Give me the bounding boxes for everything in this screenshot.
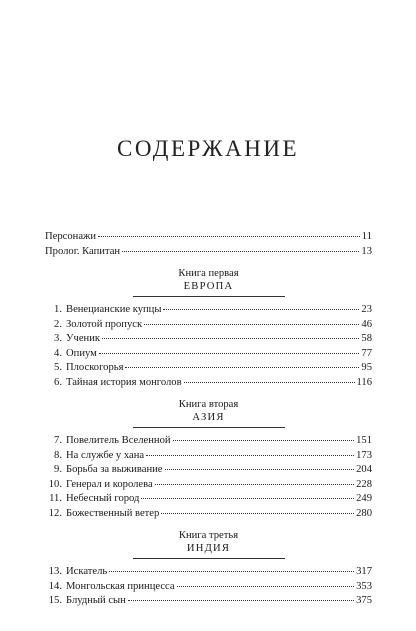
toc-entry-label: Золотой пропуск	[66, 318, 143, 330]
chapter-number: 6.	[54, 376, 62, 388]
chapter-number: 13.	[48, 566, 62, 577]
toc-entry-label: Ученик	[66, 333, 101, 344]
toc-entry-page: 11	[361, 231, 372, 242]
toc-entry-page: 353	[356, 580, 372, 592]
section-divider	[133, 427, 285, 428]
section-divider	[133, 558, 285, 559]
toc-entry-page: 228	[356, 478, 372, 490]
toc-entry-label: Персонажи	[45, 231, 97, 242]
chapter-number: 7.	[54, 435, 62, 446]
chapter-number: 4.	[54, 347, 62, 359]
toc-entry-page: 204	[356, 464, 372, 475]
chapter-number: 12.	[48, 507, 62, 519]
chapter-number: 5.	[54, 362, 62, 373]
dot-leader	[177, 577, 355, 587]
toc-entry-label: Генерал и королева	[66, 478, 153, 490]
dot-leader	[144, 315, 359, 325]
dot-leader	[141, 489, 354, 499]
dot-leader	[98, 227, 360, 237]
dot-leader	[122, 242, 359, 252]
toc-entry-page: 280	[356, 507, 372, 519]
book-heading: Книга вторая	[178, 399, 239, 410]
dot-leader	[173, 431, 355, 441]
chapter-number: 1.	[54, 304, 62, 315]
toc-entry-label: Тайная история монголов	[66, 376, 182, 388]
toc-entry-label: Борьба за выживание	[66, 464, 163, 475]
book-heading: Книга третья	[178, 530, 239, 541]
toc-entry-label: Небесный город	[66, 493, 140, 504]
dot-leader	[125, 358, 359, 368]
toc-entry-page: 173	[356, 449, 372, 461]
toc-entry	[45, 506, 372, 521]
toc-entry-page: 317	[356, 566, 372, 577]
dot-leader	[184, 373, 355, 383]
page-title: СОДЕРЖАНИЕ	[116, 136, 299, 161]
toc-entry-page: 151	[356, 435, 372, 446]
toc-entry-page: 116	[356, 376, 372, 388]
toc-entry-label: Монгольская принцесса	[66, 580, 175, 592]
dot-leader	[161, 504, 354, 514]
toc-entry-label: Божественный ветер	[66, 507, 160, 519]
chapter-number: 14.	[48, 580, 62, 592]
book-name: АЗИЯ	[192, 412, 225, 423]
toc-entry-label: Повелитель Вселенной	[66, 435, 171, 446]
chapter-number: 3.	[54, 333, 62, 344]
dot-leader	[163, 300, 359, 310]
toc-entry-page: 249	[356, 493, 372, 504]
toc-entry-label: Искатель	[66, 566, 108, 577]
dot-leader	[128, 591, 354, 601]
table-of-contents	[45, 229, 372, 608]
chapter-number: 8.	[54, 449, 62, 461]
toc-entry-label: Опиум	[66, 347, 97, 359]
toc-entry-page: 23	[361, 304, 372, 315]
toc-entry-label: Венецианские купцы	[66, 304, 162, 315]
dot-leader	[102, 329, 359, 339]
dot-leader	[165, 460, 355, 470]
book-name: ИНДИЯ	[186, 543, 231, 554]
toc-entry-page: 77	[361, 347, 372, 359]
book-name: ЕВРОПА	[183, 281, 234, 292]
book-heading: Книга первая	[178, 268, 239, 279]
chapter-number: 9.	[54, 464, 62, 475]
dot-leader	[146, 446, 354, 456]
toc-entry-label: Плоскогорья	[66, 362, 124, 373]
toc-entry-page: 46	[361, 318, 372, 330]
toc-entry-page: 375	[356, 595, 372, 606]
dot-leader	[99, 344, 360, 354]
dot-leader	[155, 475, 354, 485]
toc-entry-page: 13	[361, 245, 372, 257]
toc-entry	[45, 593, 372, 608]
toc-entry-prologue	[45, 244, 372, 259]
toc-entry-label: Блудный сын	[66, 595, 126, 606]
toc-entry-label: Пролог. Капитан	[45, 245, 121, 257]
chapter-number: 11.	[49, 493, 62, 504]
chapter-number: 2.	[54, 318, 62, 330]
chapter-number: 15.	[48, 595, 62, 606]
chapter-number: 10.	[48, 478, 62, 490]
section-divider	[133, 296, 285, 297]
toc-entry-label: На службе у хана	[66, 449, 145, 461]
toc-entry-page: 58	[361, 333, 372, 344]
dot-leader	[109, 562, 354, 572]
toc-entry-page: 95	[361, 362, 372, 373]
toc-entry	[45, 375, 372, 390]
